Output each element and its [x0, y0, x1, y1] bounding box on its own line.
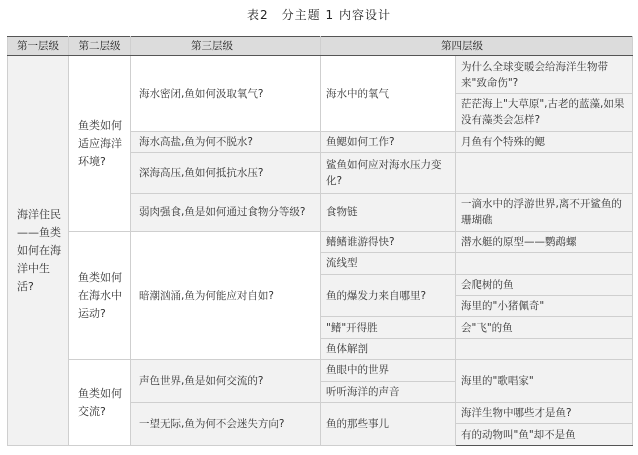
level3-subtopic-cell: 鱼的那些事儿: [321, 403, 456, 446]
level4-cell: [456, 153, 633, 194]
level3-cell: 一望无际,鱼为何不会迷失方向?: [131, 403, 321, 446]
level3-subtopic-cell: 食物链: [321, 194, 456, 232]
level3-subtopic-cell: 海水中的氧气: [321, 56, 456, 131]
level2-cell-communication: 鱼类如何交流?: [69, 360, 131, 446]
level3-cell: 声色世界,鱼是如何交流的?: [131, 360, 321, 403]
header-level-1: 第一层级: [8, 37, 69, 56]
level2-cell-motion: 鱼类如何在海水中运动?: [69, 231, 131, 359]
header-level-4: 第四层级: [321, 37, 633, 56]
level3-subtopic-cell: 听听海洋的声音: [321, 381, 456, 402]
level3-cell: 深海高压,鱼如何抵抗水压?: [131, 153, 321, 194]
level3-cell: 海水密闭,鱼如何汲取氧气?: [131, 56, 321, 131]
header-level-2: 第二层级: [69, 37, 131, 56]
level3-subtopic-cell: 鱼鳃如何工作?: [321, 131, 456, 152]
level3-subtopic-cell: 鱼的爆发力来自哪里?: [321, 274, 456, 317]
table-header-row: [8, 37, 633, 56]
level4-cell: 有的动物叫"鱼"却不是鱼: [456, 424, 633, 446]
level1-cell: 海洋住民——鱼类如何在海洋中生活?: [8, 56, 69, 446]
level3-subtopic-cell: "鳍"开得胜: [321, 317, 456, 338]
table-row: [8, 231, 633, 252]
level2-cell-adapt: 鱼类如何适应海洋环境?: [69, 56, 131, 231]
level4-cell: 为什么全球变暖会给海洋生物带来"致命伤"?: [456, 56, 633, 94]
level3-subtopic-cell: 鳍鳍谁游得快?: [321, 231, 456, 252]
level3-subtopic-cell: 鲨鱼如何应对海水压力变化?: [321, 153, 456, 194]
level3-subtopic-cell: 流线型: [321, 253, 456, 274]
level4-cell: [456, 253, 633, 274]
level4-cell: 茫茫海上"大草原",古老的蓝藻,如果没有藻类会怎样?: [456, 94, 633, 132]
table-row: [8, 360, 633, 381]
level4-cell: [456, 338, 633, 359]
table-title: 表2 分主题 1 内容设计: [247, 8, 391, 22]
table-row: [8, 56, 633, 94]
level4-cell: 潜水艇的原型——鹦鹉螺: [456, 231, 633, 252]
level3-cell: 海水高盐,鱼为何不脱水?: [131, 131, 321, 152]
level4-cell: 月鱼有个特殊的鳃: [456, 131, 633, 152]
header-level-3: 第三层级: [131, 37, 321, 56]
level3-subtopic-cell: 鱼体解剖: [321, 338, 456, 359]
level4-cell: 会爬树的鱼: [456, 274, 633, 295]
level4-cell: 海洋生物中哪些才是鱼?: [456, 403, 633, 424]
level4-cell: 海里的"小猪佩奇": [456, 296, 633, 317]
level3-cell: 弱肉强食,鱼是如何通过食物分等级?: [131, 194, 321, 232]
level4-cell: 一滴水中的浮游世界,离不开鲨鱼的珊瑚礁: [456, 194, 633, 232]
level3-cell: 暗潮汹涌,鱼为何能应对自如?: [131, 231, 321, 359]
level4-cell: 会"飞"的鱼: [456, 317, 633, 338]
content-design-table: [7, 36, 633, 446]
level4-cell: 海里的"歌唱家": [456, 360, 633, 403]
level3-subtopic-cell: 鱼眼中的世界: [321, 360, 456, 381]
